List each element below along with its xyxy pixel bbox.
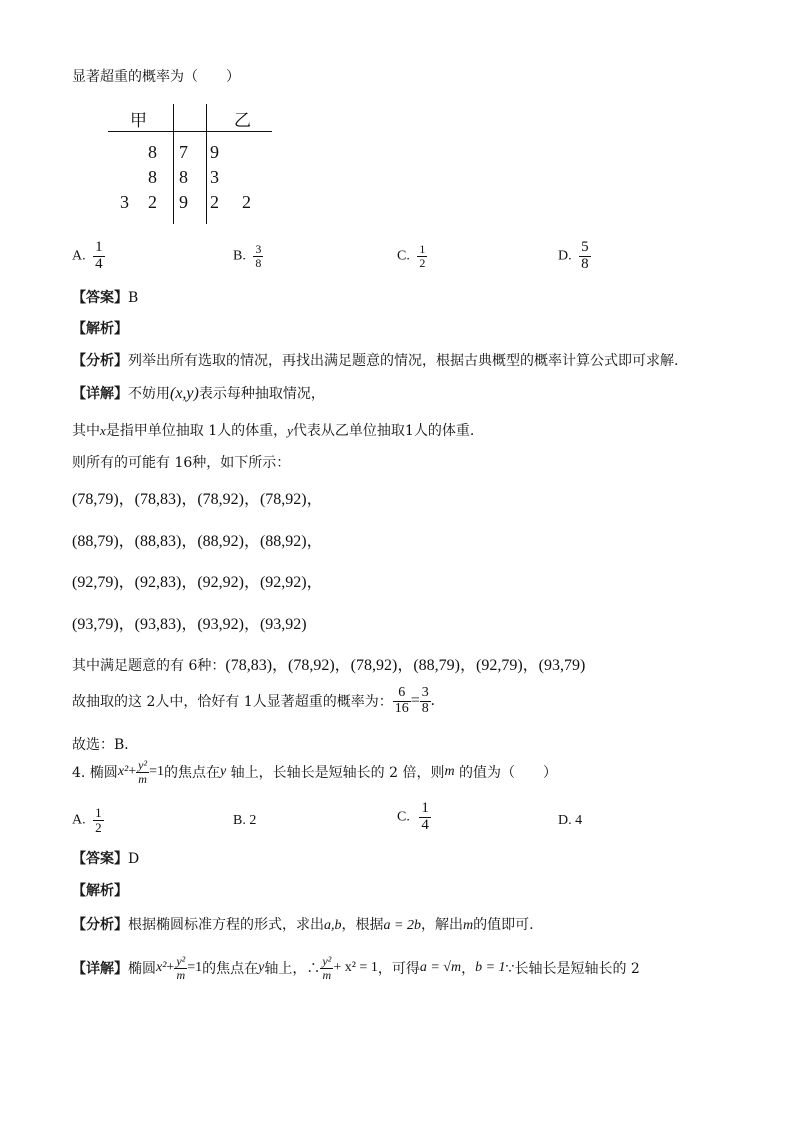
leaf-right: 2 xyxy=(242,192,251,212)
leaf-left: 8 xyxy=(148,142,157,162)
var-m: m xyxy=(462,918,474,933)
q3-detail-line-3: 则所有的可能有 16种，如下所示： xyxy=(72,455,291,471)
pairs-row: (92,79)，(92,83)，(92,92)，(92,92)， xyxy=(72,574,323,591)
stem-leaf-divider-right xyxy=(206,104,207,224)
numerator: 1 xyxy=(421,800,429,816)
q3-satisfy-line xyxy=(72,652,585,675)
detail-text: ， xyxy=(461,961,476,978)
numerator: 1 xyxy=(95,239,103,255)
detail-text: ，可得 xyxy=(377,961,420,978)
equation-rhs: + x² = 1 xyxy=(333,960,378,976)
option-fraction xyxy=(93,806,104,834)
stem-leaf-right-header: 乙 xyxy=(234,111,251,131)
detail-text: 椭圆 xyxy=(128,961,156,978)
option-fraction xyxy=(419,801,431,834)
plus-sign: + xyxy=(166,960,175,976)
option-a[interactable] xyxy=(72,240,105,273)
prob-text: 故抽取的这 2人中，恰好有 1人显著超重的概率为： xyxy=(72,694,393,711)
option-fraction xyxy=(253,243,263,269)
var-y: y xyxy=(219,764,227,780)
option-value: 2 xyxy=(249,813,257,828)
ellipse-fraction xyxy=(320,955,333,981)
numerator: 5 xyxy=(581,239,589,255)
detail-text: 是指甲单位抽取 1人的体重， xyxy=(105,423,288,439)
leaf-left: 2 xyxy=(148,192,157,212)
stem-value: 8 xyxy=(179,167,188,187)
q3-fenxi-line xyxy=(72,350,678,370)
fenxi-text: 根据椭圆标准方程的形式，求出 xyxy=(128,917,324,933)
q3-detail-line-2 xyxy=(72,420,474,440)
denominator: 4 xyxy=(421,816,429,833)
option-fraction xyxy=(579,240,591,273)
option-label: C. xyxy=(397,248,410,264)
detail-text: 的焦点在 xyxy=(202,961,259,978)
option-a[interactable] xyxy=(72,806,104,834)
equation-a-sqrt-m: a = √m xyxy=(419,960,462,976)
stem-leaf-left-header: 甲 xyxy=(130,111,147,131)
fenxi-text: ，根据 xyxy=(341,917,384,933)
option-label: A. xyxy=(72,812,86,828)
answer-value: D xyxy=(128,851,140,867)
detail-text: ∵长轴长是短轴长的 2 xyxy=(505,961,640,978)
fenxi-text: 的值即可. xyxy=(473,917,534,933)
var-y: y xyxy=(287,423,293,438)
q3-choose: 故选：B． xyxy=(72,737,139,753)
option-d[interactable] xyxy=(558,813,582,829)
answer-tag: 【答案】 xyxy=(72,850,128,866)
detail-tag: 【详解】 xyxy=(72,960,128,977)
option-d[interactable] xyxy=(558,240,591,273)
numerator: 3 xyxy=(255,242,262,256)
option-label: A. xyxy=(72,248,86,264)
detail-tag: 【详解】 xyxy=(72,385,128,401)
detail-text: 其中 xyxy=(72,423,100,439)
denominator: m xyxy=(138,771,147,786)
q3-detail-line-1 xyxy=(72,383,325,403)
prob-fraction-2 xyxy=(420,686,431,716)
detail-text: 代表从乙单位抽取1人的体重. xyxy=(292,423,475,439)
option-label: C. xyxy=(397,809,410,825)
var-x: x xyxy=(100,423,106,438)
numerator: y² xyxy=(322,954,332,968)
equals-sign: = xyxy=(410,692,420,710)
stem-text: 的焦点在 xyxy=(163,765,220,782)
q3-stem-tail: 显著超重的概率为（ ） xyxy=(72,69,240,85)
pair-notation: (x,y) xyxy=(170,385,199,402)
option-value: 4 xyxy=(575,813,583,828)
denominator: 4 xyxy=(95,255,103,272)
q4-prefix: 4. 椭圆 xyxy=(72,765,118,782)
option-fraction xyxy=(93,240,105,273)
fenxi-text: 列举出所有选取的情况，再找出满足题意的情况，根据古典概型的概率计算公式即可求解. xyxy=(128,353,679,369)
option-b[interactable] xyxy=(233,813,256,829)
detail-text: 轴上，∴ xyxy=(264,961,321,978)
q4-answer-line xyxy=(72,848,139,868)
stem-text: 的值为（ ） xyxy=(454,765,558,782)
option-label: B. xyxy=(233,813,246,828)
option-c[interactable] xyxy=(397,801,431,834)
leaf-right: 9 xyxy=(210,142,219,162)
fenxi-tag: 【分析】 xyxy=(72,352,128,368)
stem-value: 7 xyxy=(179,142,188,162)
var-ab: a,b xyxy=(324,918,342,933)
satisfy-text: 其中满足题意的有 6种： xyxy=(72,658,226,674)
stem-text: 轴上，长轴长是短轴长的 2 倍，则 xyxy=(226,765,445,782)
denominator: 2 xyxy=(419,255,426,270)
option-fraction xyxy=(417,243,427,269)
equation-a-2b: a = 2b xyxy=(383,918,421,933)
stem-leaf-header-line xyxy=(108,131,272,132)
denominator: 16 xyxy=(394,700,409,716)
numerator: 6 xyxy=(393,686,411,702)
term-x2: x² xyxy=(156,960,167,976)
numerator: 1 xyxy=(95,805,102,820)
equation-rhs: =1 xyxy=(149,764,164,780)
term-x2: x² xyxy=(117,764,129,780)
pairs-row: (88,79)，(88,83)，(88,92)，(88,92)， xyxy=(72,533,323,550)
detail-text: 不妨用 xyxy=(128,386,170,402)
q4-detail-line xyxy=(72,955,640,981)
period: . xyxy=(430,692,435,710)
denominator: m xyxy=(176,967,186,982)
option-label: D. xyxy=(558,813,572,828)
var-m: m xyxy=(444,764,455,780)
equation-rhs: =1 xyxy=(187,960,203,976)
analysis-tag: 【解析】 xyxy=(72,320,128,336)
denominator: 2 xyxy=(95,819,102,835)
numerator: 3 xyxy=(421,685,429,700)
leaf-left: 8 xyxy=(148,167,157,187)
option-label: B. xyxy=(233,248,246,264)
prob-fraction-1 xyxy=(393,686,411,716)
fenxi-text: ，解出 xyxy=(420,917,463,933)
stem-leaf-divider-left xyxy=(173,104,174,224)
pairs-row: (93,79)，(93,83)，(93,92)，(93,92) xyxy=(72,616,307,633)
ellipse-fraction xyxy=(174,955,187,981)
q3-answer-line xyxy=(72,287,138,307)
detail-text: 表示每种抽取情况， xyxy=(198,386,325,402)
option-label: D. xyxy=(558,248,572,264)
numerator: y² xyxy=(138,758,148,772)
answer-tag: 【答案】 xyxy=(72,289,128,305)
numerator: 1 xyxy=(419,242,426,256)
denominator: 8 xyxy=(255,255,262,270)
denominator: 8 xyxy=(581,255,589,272)
var-y: y xyxy=(258,960,265,976)
q4-fenxi-line xyxy=(72,914,534,934)
plus-sign: + xyxy=(128,764,137,780)
option-b[interactable] xyxy=(233,243,263,269)
answer-value: B xyxy=(128,290,139,306)
equation-b-1: b = 1 xyxy=(475,960,506,976)
numerator: y² xyxy=(176,954,186,968)
ellipse-fraction xyxy=(136,759,149,785)
analysis-tag: 【解析】 xyxy=(72,882,128,898)
denominator: 8 xyxy=(421,700,429,716)
leaf-right: 2 xyxy=(210,192,219,212)
denominator: m xyxy=(322,967,332,982)
q4-stem xyxy=(72,759,557,785)
stem-value: 9 xyxy=(179,192,188,212)
option-c[interactable] xyxy=(397,243,427,269)
fenxi-tag: 【分析】 xyxy=(72,916,128,932)
satisfy-pairs: (78,83)，(78,92)，(78,92)，(88,79)，(92,79)，(93,79) xyxy=(225,657,586,674)
pairs-row: (78,79)，(78,83)，(78,92)，(78,92)， xyxy=(72,491,323,508)
leaf-right: 3 xyxy=(210,167,219,187)
q3-probability-line xyxy=(72,686,435,716)
leaf-left: 3 xyxy=(120,192,129,212)
